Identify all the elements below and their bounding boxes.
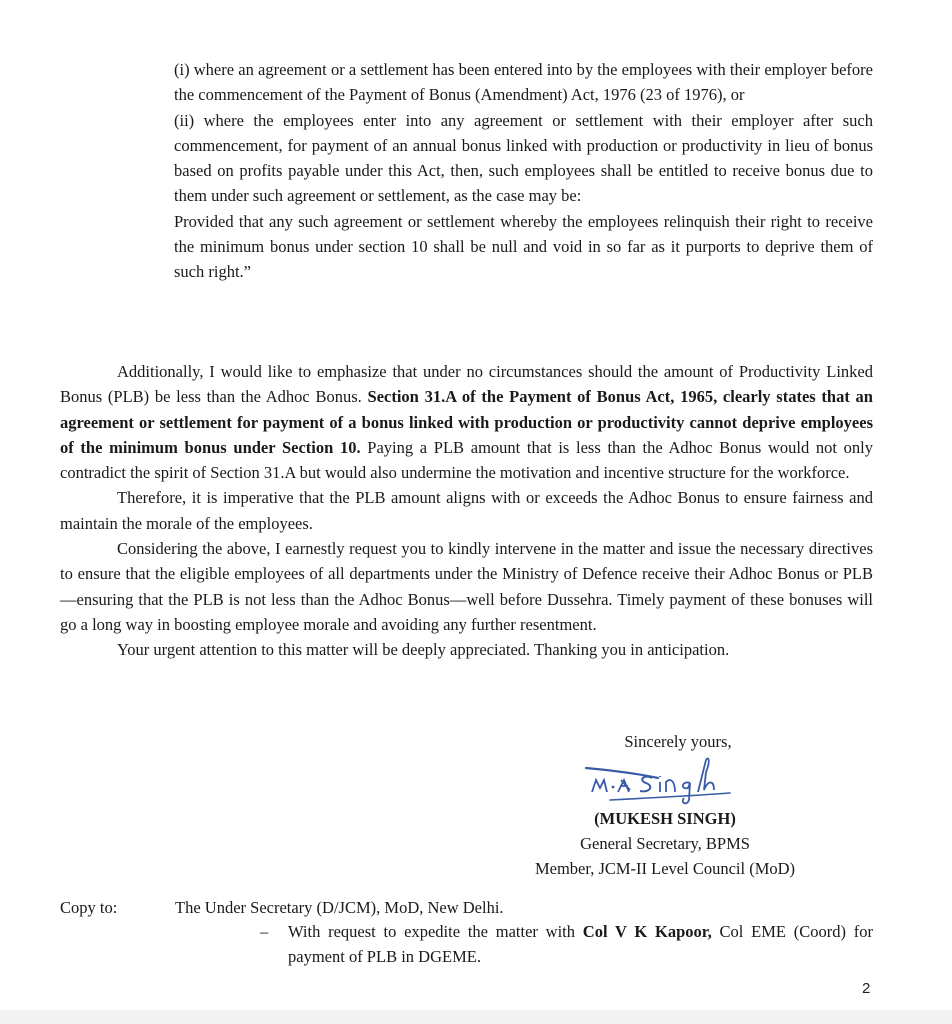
- letter-body: [60, 359, 873, 663]
- copy-recipient: The Under Secretary (D/JCM), MoD, New Delhi.: [175, 898, 504, 917]
- paragraph-therefore: Therefore, it is imperative that the PLB amount aligns with or exceeds the Adhoc Bonus to ensure fairness and maintain the morale of the employees.: [60, 488, 873, 533]
- paragraph-text: Additionally, I would like to emphasize that under no circumstances should the amount of Productivity Linked Bonus (PLB) be less than the Adhoc Bonus.: [60, 362, 873, 407]
- officer-name: Col V K Kapoor,: [582, 922, 712, 941]
- bold-statement: Section 31.A of the Payment of Bonus Act, 1965, clearly states that an agreement or settlement for payment of a bonus linked with production or productivity cannot deprive employees of the minimum bonus under Section 10.: [60, 387, 873, 457]
- page-number: 2: [862, 980, 871, 997]
- signatory-membership: Member, JCM-II Level Council (MoD): [534, 859, 796, 878]
- paragraph-additionally: [60, 359, 873, 485]
- signatory-title: General Secretary, BPMS: [580, 834, 750, 853]
- note-text: With request to expedite the matter with: [288, 922, 583, 941]
- proviso: Provided that any such agreement or settlement whereby the employees relinquish their right to receive the minimum bonus under section 10 shall be null and void in so far as it purports to deprive them of such right.”: [174, 211, 873, 282]
- signature-icon: [580, 756, 750, 806]
- dash-bullet: –: [260, 922, 269, 941]
- handwritten-signature: [500, 756, 830, 806]
- note-text: Col EME (Coord) for payment of PLB in DGEME.: [288, 922, 873, 966]
- quoted-section-31a: [174, 57, 873, 285]
- copy-note-text: [260, 919, 873, 969]
- copy-note: [260, 919, 873, 969]
- viewer-bottom-edge: [0, 1010, 952, 1024]
- copy-to-label: Copy to:: [60, 898, 118, 917]
- closing-salutation: Sincerely yours,: [624, 732, 732, 751]
- paragraph-text: Paying a PLB amount that is less than the Adhoc Bonus would not only contradict the spirit of Section 31.A but would also undermine the motivation and incentive structure for the workforce.: [60, 437, 874, 483]
- signature-block: [500, 729, 830, 881]
- clause-ii: (ii) where the employees enter into any agreement or settlement with their employer after such commencement, for payment of an annual bonus linked with production or productivity in lieu of bonus based on profits payable under this Act, then, such employees shall be entitled to receive bonus due to them under such agreement or settlement, as the case may be:: [174, 110, 873, 206]
- clause-i: (i) where an agreement or a settlement has been entered into by the employees with their employer before the commencement of the Payment of Bonus (Amendment) Act, 1976 (23 of 1976), or: [174, 60, 873, 105]
- paragraph-closing: Your urgent attention to this matter will be deeply appreciated. Thanking you in anticipation.: [117, 640, 730, 660]
- paragraph-request: Considering the above, I earnestly request you to kindly intervene in the matter and issue the necessary directives to ensure that the eligible employees of all departments under the Ministry of Defence receive their Adhoc Bonus or PLB—ensuring that the PLB is not less than the Adhoc Bonus—well before Dussehra. Timely payment of these bonuses will go a long way in boosting employee morale and avoiding any further resentment.: [60, 539, 873, 634]
- signatory-name: (MUKESH SINGH): [594, 809, 736, 828]
